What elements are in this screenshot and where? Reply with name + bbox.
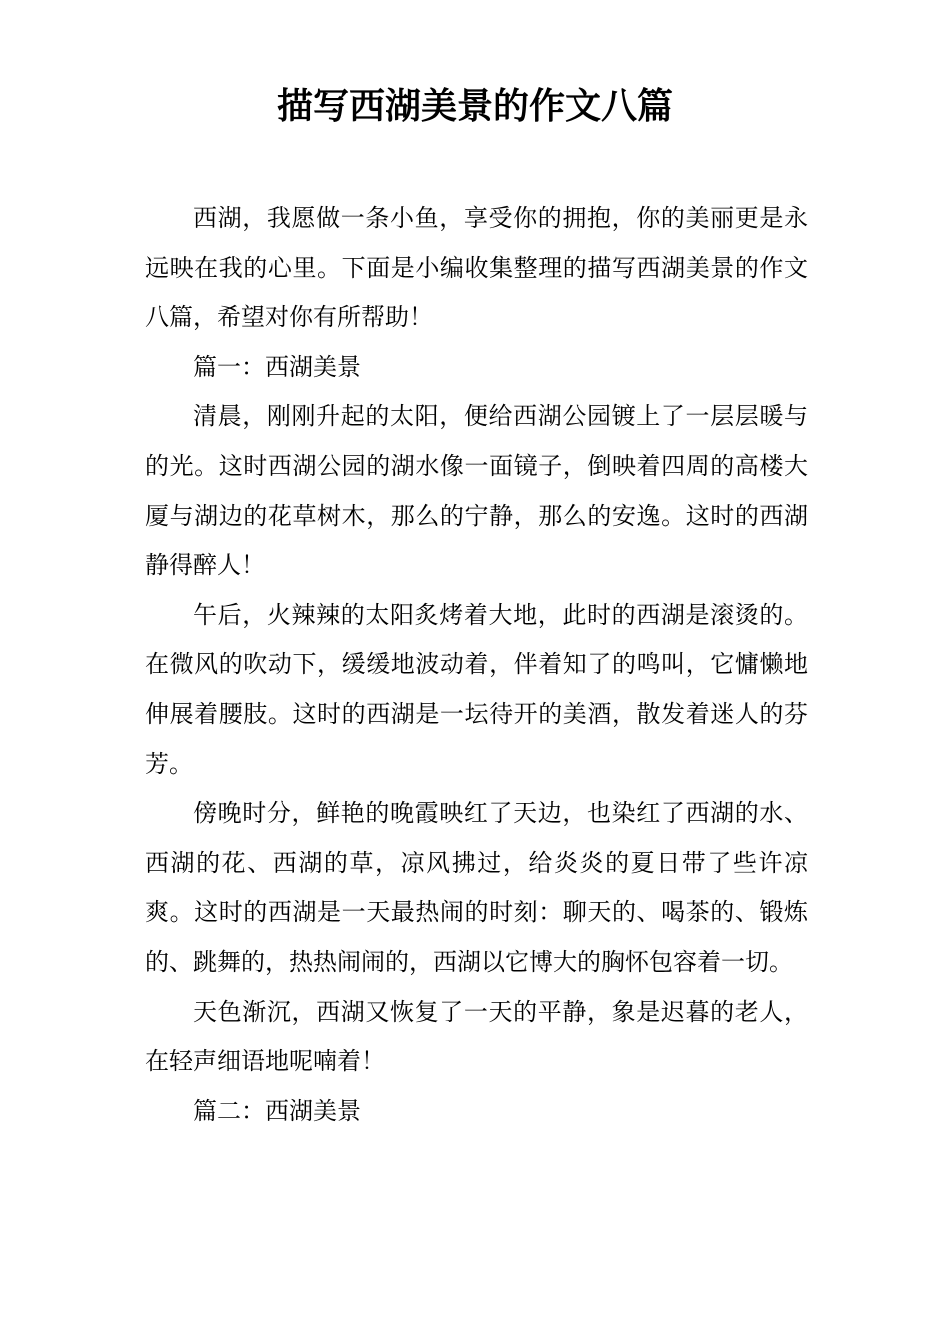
- dusk-paragraph: 天色渐沉，西湖又恢复了一天的平静，象是迟暮的老人，在轻声细语地呢喃着！: [145, 997, 808, 1076]
- document-title: 描写西湖美景的作文八篇: [276, 85, 673, 127]
- section-heading-2: 篇二：西湖美景: [193, 1096, 361, 1125]
- section-heading-1: 篇一：西湖美景: [193, 352, 361, 381]
- afternoon-paragraph: 午后，火辣辣的太阳炙烤着大地，此时的西湖是滚烫的。在微风的吹动下，缓缓地波动着，伴着知了的鸣叫，它慵懒地伸展着腰肢。这时的西湖是一坛待开的美酒，散发着迷人的芬芳。: [145, 600, 808, 778]
- intro-paragraph: 西湖，我愿做一条小鱼，享受你的拥抱，你的美丽更是永远映在我的心里。下面是小编收集整理的描写西湖美景的作文八篇，希望对你有所帮助！: [145, 204, 808, 332]
- document-body: [145, 194, 808, 1136]
- evening-paragraph: 傍晚时分，鲜艳的晚霞映红了天边，也染红了西湖的水、西湖的花、西湖的草，凉风拂过，给炎炎的夏日带了些许凉爽。这时的西湖是一天最热闹的时刻：聊天的、喝茶的、锻炼的、跳舞的，热热闹闹的，西湖以它博大的胸怀包容着一切。: [145, 799, 808, 976]
- morning-paragraph: 清晨，刚刚升起的太阳，便给西湖公园镀上了一层层暖与的光。这时西湖公园的湖水像一面镜子，倒映着四周的高楼大厦与湖边的花草树木，那么的宁静，那么的安逸。这时的西湖静得醉人！: [145, 402, 808, 580]
